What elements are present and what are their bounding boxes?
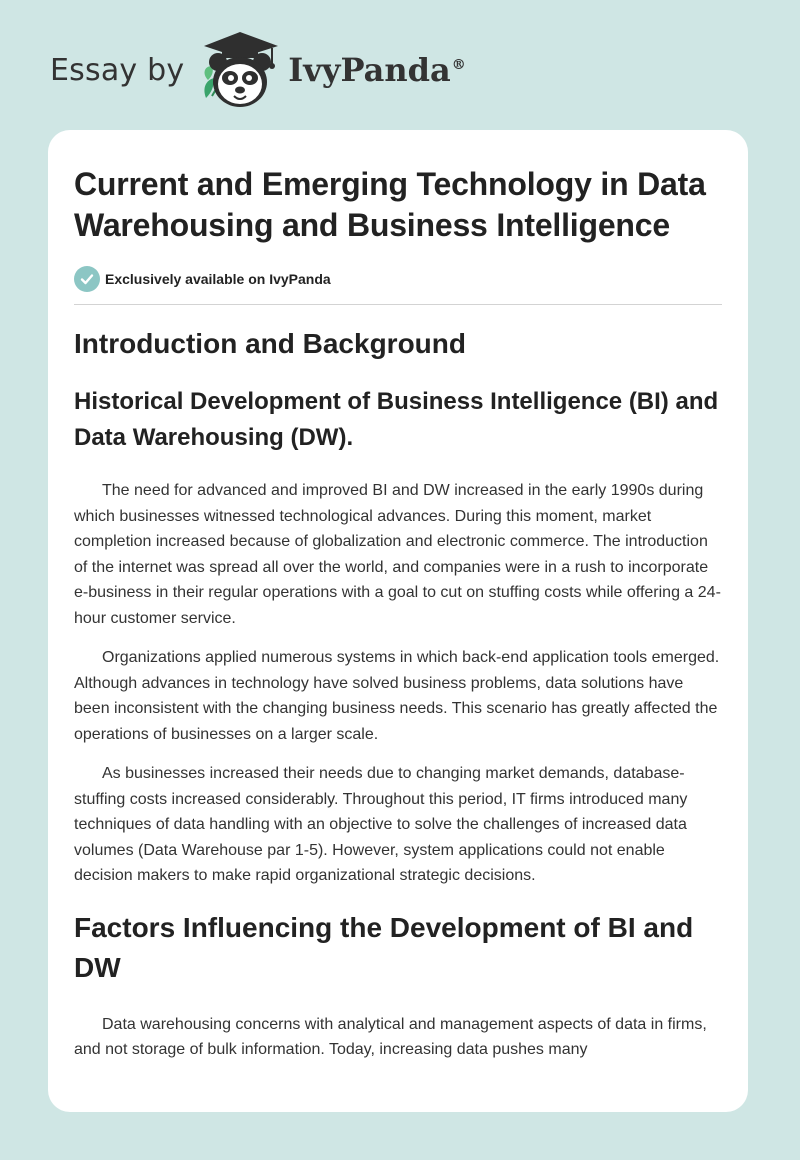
subsection-heading-historical: Historical Development of Business Intelligence (BI) and Data Warehousing (DW). (74, 388, 719, 451)
paragraph-3: As businesses increased their needs due to changing market demands, database-stuffing costs increased considerably. Throughout this period, IT firms introduced many techniques of data handling with an objective to solve the challenges of increased data volumes (Data Warehouse par 1-5). However, system applications could not enable decision makers to make rapid organizational strategic decisions. (74, 765, 688, 884)
article-card (48, 130, 748, 1112)
check-icon (74, 266, 100, 292)
article-title: Current and Emerging Technology in Data Warehousing and Business Intelligence (74, 166, 706, 243)
brand-name (288, 51, 465, 89)
brand-text: IvyPanda (288, 51, 451, 89)
section-heading-introduction: Introduction and Background (74, 328, 466, 359)
exclusive-badge (74, 266, 722, 292)
essay-by-label: Essay by (50, 52, 185, 88)
section-heading-factors: Factors Influencing the Development of BI and DW (74, 911, 694, 983)
paragraph-4: Data warehousing concerns with analytical and management aspects of data in firms, and not storage of bulk information. Today, increasing data pushes many (74, 1015, 707, 1058)
exclusive-label: Exclusively available on IvyPanda (105, 271, 331, 287)
paragraph-1: The need for advanced and improved BI and DW increased in the early 1990s during which businesses witnessed technological advances. During this moment, market completion increased because of globalization and electronic commerce. The introduction of the internet was spread all over the world, and companies were in a rush to incorporate e-business in their regular operations with a goal to cut on stuffing costs while offering a 24-hour customer service. (74, 482, 721, 627)
paragraph-2: Organizations applied numerous systems in which back-end application tools emerged. Although advances in technology have solved business problems, data solutions have been inconsistent with the changing business needs. This scenario has greatly affected the operations of businesses on a larger scale. (74, 649, 720, 743)
panda-logo-icon (198, 28, 282, 112)
registered-mark: ® (451, 57, 466, 74)
divider (74, 304, 722, 305)
site-header (50, 28, 466, 112)
